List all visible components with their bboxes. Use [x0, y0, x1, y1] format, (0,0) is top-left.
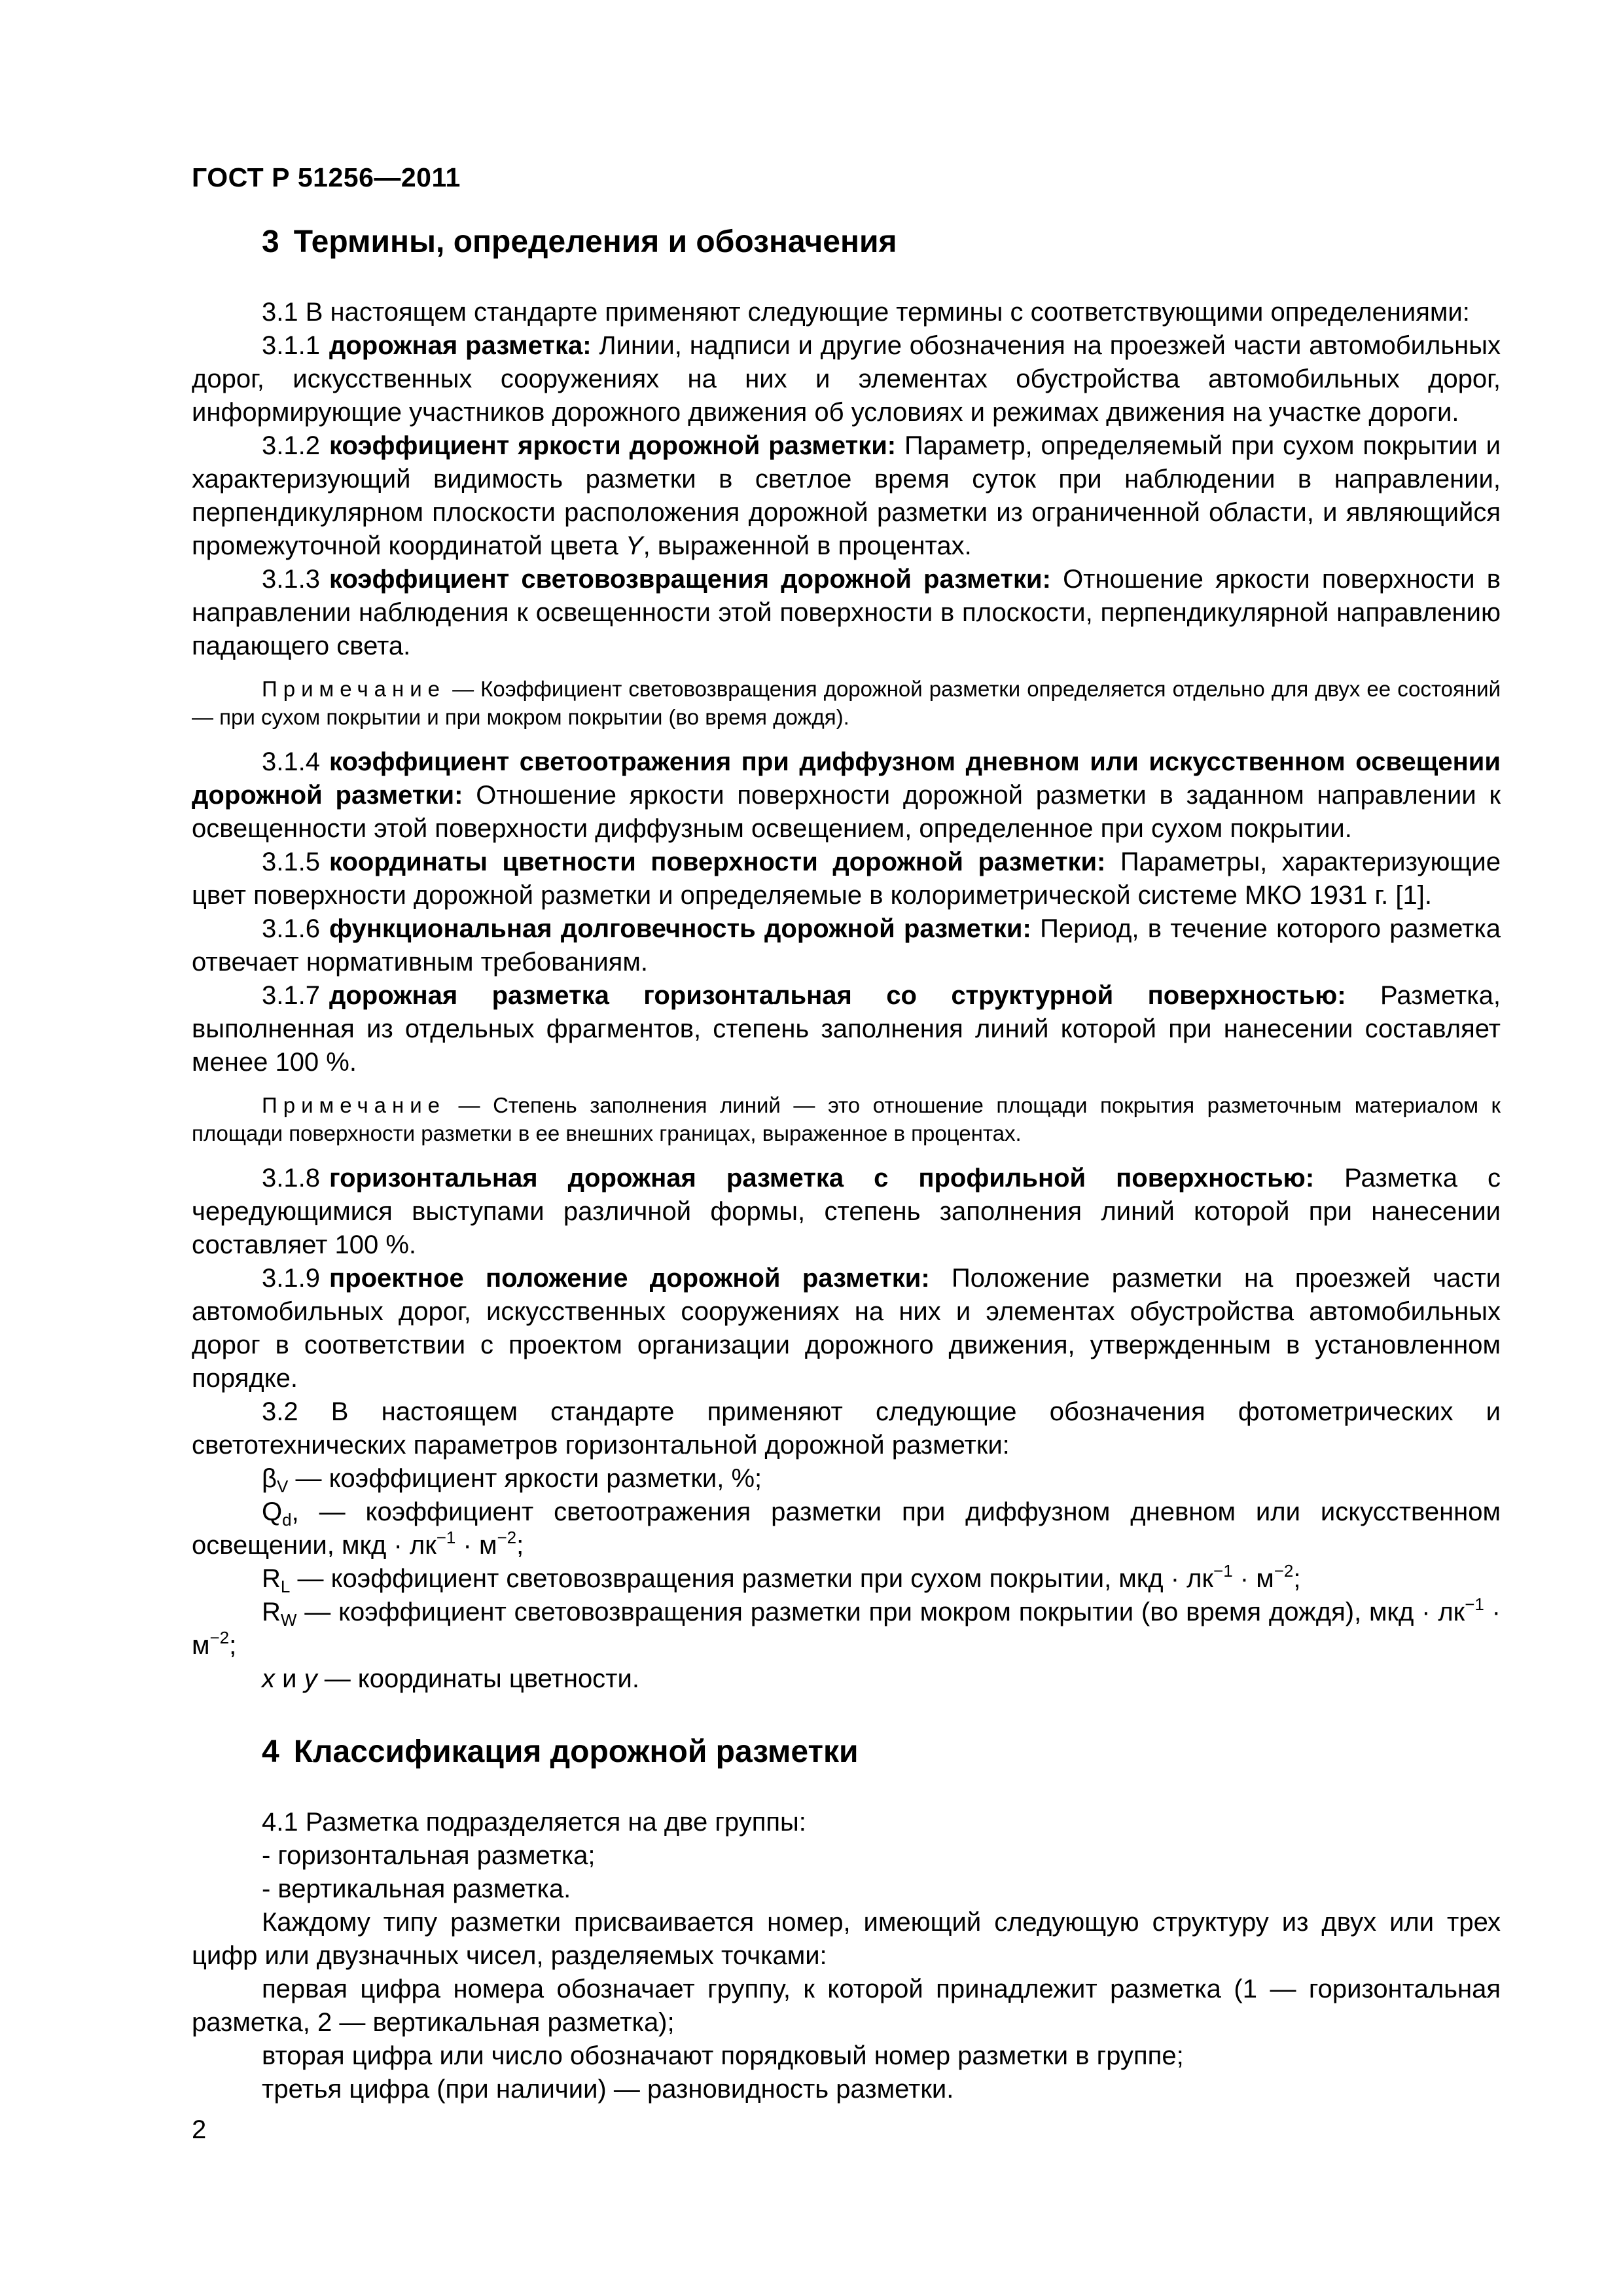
section-3-heading [192, 223, 1501, 262]
term-3-1-7 [192, 979, 1501, 1079]
clause-3-2: 3.2 В настоящем стандарте применяют следующие обозначения фотометрических и светотехнических параметров горизонтальной дорожной разметки: [192, 1397, 1501, 1460]
exponent: −2 [209, 1628, 230, 1647]
numbering-third-digit: третья цифра (при наличии) — разновидность разметки. [262, 2075, 954, 2104]
q-description: , — коэффициент светоотражения разметки при диффузном дневном или искусственном освещении, мкд · лк [192, 1498, 1501, 1560]
standard-designation: ГОСТ Р 51256—2011 [192, 162, 461, 192]
term-name: коэффициент световозвращения дорожной разметки: [329, 565, 1051, 594]
term-3-1-5 [192, 846, 1501, 912]
section-number: 4 [262, 1734, 279, 1769]
unit-part: · м [192, 1598, 1501, 1660]
term-name: дорожная разметка: [329, 331, 592, 360]
exponent: −1 [1465, 1594, 1484, 1614]
term-number: 3.1.8 [262, 1164, 320, 1193]
term-3-1-8 [192, 1162, 1501, 1262]
term-name: горизонтальная дорожная разметка с профильной поверхностью: [329, 1164, 1315, 1193]
numbering-paragraph: Каждому типу разметки присваивается номер, имеющий следующую структуру из двух или трех цифр или двузначных чисел, разделяемых точками: [192, 1908, 1501, 1970]
conjunction: и [275, 1664, 304, 1693]
term-number: 3.1.3 [262, 565, 320, 594]
rl-symbol: R [262, 1564, 281, 1593]
term-name: коэффициент яркости дорожной разметки: [329, 431, 897, 460]
term-number: 3.1.5 [262, 848, 320, 876]
term-number: 3.1.9 [262, 1264, 320, 1293]
list-item: - горизонтальная разметка; [262, 1841, 596, 1870]
note-text: — Коэффициент световозвращения дорожной разметки определяется отдельно для двух ее состояний — при сухом покрытии и при мокром покрытии (во время дождя). [192, 677, 1501, 729]
section-4-heading [192, 1732, 1501, 1772]
term-definition: Отношение яркости поверхности дорожной разметки в заданном направлении к освещенности этой поверхности диффузным освещением, определенное при сухом покрытии. [192, 781, 1501, 843]
term-3-1-3 [192, 563, 1501, 663]
exponent: −1 [1213, 1561, 1233, 1581]
note-2 [192, 1091, 1501, 1147]
rl-description: — коэффициент световозвращения разметки при сухом покрытии, мкд · лк [290, 1564, 1214, 1593]
rl-subscript: L [280, 1577, 291, 1596]
note-text: — Степень заполнения линий — это отношение площади покрытия разметочным материалом к площади поверхности разметки в ее внешних границах, выраженное в процентах. [192, 1093, 1501, 1145]
symbol-q-line [192, 1496, 1501, 1562]
q-symbol: Q [262, 1498, 283, 1526]
term-definition: Параметры, характеризующие цвет поверхности дорожной разметки и определяемые в колориметрической системе МКО 1931 г. [1]. [192, 848, 1501, 910]
page-body [192, 223, 1501, 2106]
section-number: 3 [262, 224, 279, 259]
xy-description: — координаты цветности. [317, 1664, 639, 1693]
term-number: 3.1.1 [262, 331, 320, 360]
q-subscript: d [282, 1510, 292, 1530]
note-label: Примечание [262, 677, 446, 701]
term-3-1-1 [192, 329, 1501, 429]
term-name: дорожная разметка горизонтальная со структурной поверхностью: [329, 981, 1346, 1010]
term-definition: Разметка с чередующимися выступами различной формы, степень заполнения линий которой при нанесении составляет 100 %. [192, 1164, 1501, 1259]
term-number: 3.1.7 [262, 981, 320, 1010]
symbol-xy-line [192, 1662, 1501, 1696]
term-number: 3.1.6 [262, 914, 320, 943]
term-number: 3.1.2 [262, 431, 320, 460]
numbering-second-digit: вторая цифра или число обозначают порядковый номер разметки в группе; [262, 2041, 1184, 2070]
symbol-rl-line [192, 1562, 1501, 1596]
line-end: ; [1293, 1564, 1301, 1593]
term-definition: Линии, надписи и другие обозначения на проезжей части автомобильных дорог, искусственных сооружениях на них и элементах обустройства автомобильных дорог, информирующие участников дорожного движения об условиях и режимах движения на участке дороги. [192, 331, 1501, 427]
term-definition: Разметка, выполненная из отдельных фрагментов, степень заполнения линий которой при нанесении составляет менее 100 %. [192, 981, 1501, 1077]
term-name: коэффициент светоотражения при диффузном дневном или искусственном освещении дорожной разметки: [192, 747, 1501, 810]
note-label: Примечание [262, 1093, 446, 1117]
line-end: ; [229, 1631, 237, 1660]
exponent: −2 [1274, 1561, 1294, 1581]
term-number: 3.1.4 [262, 747, 320, 776]
symbol-y: Y [625, 531, 643, 560]
term-3-1-6 [192, 912, 1501, 979]
line-end: ; [516, 1531, 524, 1560]
rw-subscript: W [280, 1610, 297, 1630]
term-name: проектное положение дорожной разметки: [329, 1264, 930, 1293]
term-3-1-9 [192, 1262, 1501, 1395]
symbol-beta-line [192, 1462, 1501, 1496]
x-symbol: x [262, 1664, 275, 1693]
term-name: функциональная долговечность дорожной разметки: [329, 914, 1031, 943]
exponent: −2 [497, 1528, 517, 1547]
term-definition: Отношение яркости поверхности в направлении наблюдения к освещенности этой поверхности в плоскости, перпендикулярной направлению падающего света. [192, 565, 1501, 660]
unit-part: · м [455, 1531, 497, 1560]
clause-4-1: 4.1 Разметка подразделяется на две группы: [262, 1808, 806, 1837]
term-definition: Положение разметки на проезжей части автомобильных дорог, искусственных сооружениях на них и элементах обустройства автомобильных дорог в соответствии с проектом организации дорожного движения, утвержденным в установленном порядке. [192, 1264, 1501, 1393]
list-item: - вертикальная разметка. [262, 1874, 571, 1903]
rw-symbol: R [262, 1598, 281, 1626]
beta-subscript: V [277, 1477, 289, 1496]
numbering-first-digit: первая цифра номера обозначает группу, к которой принадлежит разметка (1 — горизонтальная разметка, 2 — вертикальная разметка); [192, 1975, 1501, 2037]
y-symbol: y [304, 1664, 317, 1693]
unit-part: · м [1232, 1564, 1274, 1593]
beta-symbol: β [262, 1464, 277, 1493]
term-definition: Период, в течение которого разметка отвечает нормативным требованиям. [192, 914, 1501, 977]
term-3-1-4 [192, 745, 1501, 846]
section-title: Классификация дорожной разметки [293, 1734, 859, 1769]
symbol-rw-line [192, 1596, 1501, 1662]
term-3-1-2 [192, 429, 1501, 563]
term-definition: Параметр, определяемый при сухом покрытии и характеризующий видимость разметки в светлое время суток при наблюдении в направлении, перпендикулярном плоскости расположения дорожной разметки из ограниченной области, и являющийся промежуточной координатой цвета [192, 431, 1501, 560]
exponent: −1 [436, 1528, 456, 1547]
term-definition-end: , выраженной в процентах. [643, 531, 972, 560]
clause-3-1: 3.1 В настоящем стандарте применяют следующие термины с соответствующими определениями: [262, 298, 1470, 327]
section-title: Термины, определения и обозначения [293, 224, 897, 259]
beta-description: — коэффициент яркости разметки, %; [288, 1464, 762, 1493]
page-number: 2 [192, 2115, 207, 2144]
rw-description: — коэффициент световозвращения разметки при мокром покрытии (во время дождя), мкд · лк [296, 1598, 1465, 1626]
note-1 [192, 675, 1501, 731]
term-name: координаты цветности поверхности дорожной разметки: [329, 848, 1106, 876]
